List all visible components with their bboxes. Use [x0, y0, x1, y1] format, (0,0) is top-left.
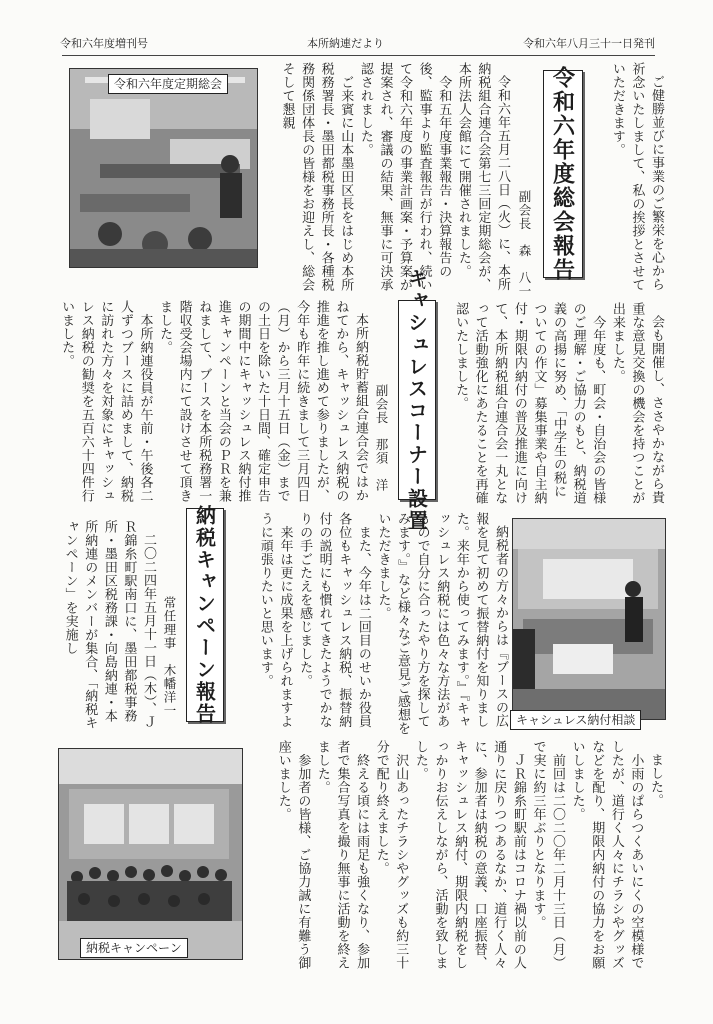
article1-byline: 副会長 森 八一 [517, 190, 532, 298]
article2-body-b: 納税者の方々からは『ブースの広報を見て初めて振替納付を知りました。来年から使ってみます。』『キャッシュレス納税には色々な方法があるので自分に合ったやり方を探してみます。』など様々なご意見ご感想をいただきました。 また、今年は二回目のせいか役員各位もキャッシュレス納税、振替納付の説明にも慣れてきたようでかなりの手ごたえを感じました。 来年は更に成果を上げられますように頑張りたいと思います。 [257, 512, 508, 735]
article1-body-a: 令和六年五月二八日（火）に、本所納税組合連合会第七三回定期総会が、本所法人会館にて開催されました。 令和五年度事業報告・決算報告の後、監事より監査報告が行われ、続いて令和六年度の事業計画案・予算案が提案され、審議の結果、無事に可決承認されました。 ご来賓に山本墨田区長をはじめ本所税務署長・墨田都税事務所長・各種税務関係団体長の皆様をお迎えし、総会そして懇親 [279, 62, 510, 292]
campaign-photo [58, 748, 243, 960]
article1-closing-text: ご健勝並びに事業のご繁栄を心から祈念いたしまして、私の挨拶とさせていただきます。 [609, 62, 664, 292]
article3-byline: 常任理事 木幡洋一 [162, 596, 177, 718]
header-rule [62, 55, 655, 56]
article2-headline: キャシュレスコーナー設置 [398, 300, 436, 500]
article3-body-b: ました。 小雨のぱらつくあいにくの空模様でしたが、道行く人々にチラシやグッズなどを配り、期限内納付の協力をお願いしました。 前回は二〇二〇年二月十三日（月）で実に約三年ぶりとなります。 ＪＲ錦糸町駅前はコロナ禍以前の人通りに戻りつつあるなか、道行く人々に、参加者は納税の意義、口座振替、キャッシュレス納付、期限内納税をしっかりお伝えしながら、活動を致しました。 沢山あったチラシやグッズも約三十分で配り終えました。 終える頃には雨足も強くなり、参加者で集合写真を撮り無事に活動を終えました。 参加者の皆様、ご協力誠に有難う御座いました。 [275, 740, 663, 970]
article3-headline: 納税キャンペーン報告 [186, 508, 224, 722]
article2-byline: 副会長 那須 洋 [374, 384, 389, 492]
campaign-photo-caption: 納税キャンペーン [80, 938, 188, 958]
meeting-photo-caption: 令和六年度定期総会 [108, 74, 228, 94]
booth-photo-caption: キャシュレス納付相談 [510, 710, 641, 730]
meeting-photo [69, 68, 258, 268]
newsletter-title: 本所納連だより [307, 37, 384, 50]
issue-label: 令和六年度増刊号 [60, 37, 148, 50]
article3-body-a: 二〇二四年五月十一日（木）、ＪＲ錦糸町駅南口に、墨田都税事務所・墨田区税務課・向島納連・本所納連のメンバーが集合、「納税キャンペーン」を実施し [62, 520, 156, 730]
article1-headline: 令和六年度総会報告 [543, 70, 583, 278]
issue-date: 令和六年八月三十一日発刊 [523, 37, 655, 50]
article1-body-b: 会も開催し、ささやかながら貴重な意見交換の機会を持つことが出来ました。 今年度も、町会・自治会の皆様のご理解・ご協力のもと、納税道義の高揚に努め、「中学生の税についての作文」募集事業や自主納付・期限内納付の普及推進に向けて、本所納税組合連合会一丸となって活動強化にあたることを再確認いたしました。 [453, 302, 664, 505]
article2-body-a: 本所納税貯蓄組合連合会ではかねてから、キャッシュレス納税の推進を推し進めて参りましたが、今年も昨年に続きまして三月四日（月）から三月十五日（金）までの土日を除いた十日間、確定申告の期間中にキャッシュレス納付推進キャンペーンと当会のＰＲを兼ねまして、ブースを本所税務署一階収受会場内にて設けさせて頂きました。 本所納連役員が午前・午後各二人ずつブースに詰めまして、納税に訪れた方々を対象にキャッシュレス納税の勧奨を五百六十四件行いました。 [59, 300, 368, 503]
booth-photo [512, 518, 666, 720]
